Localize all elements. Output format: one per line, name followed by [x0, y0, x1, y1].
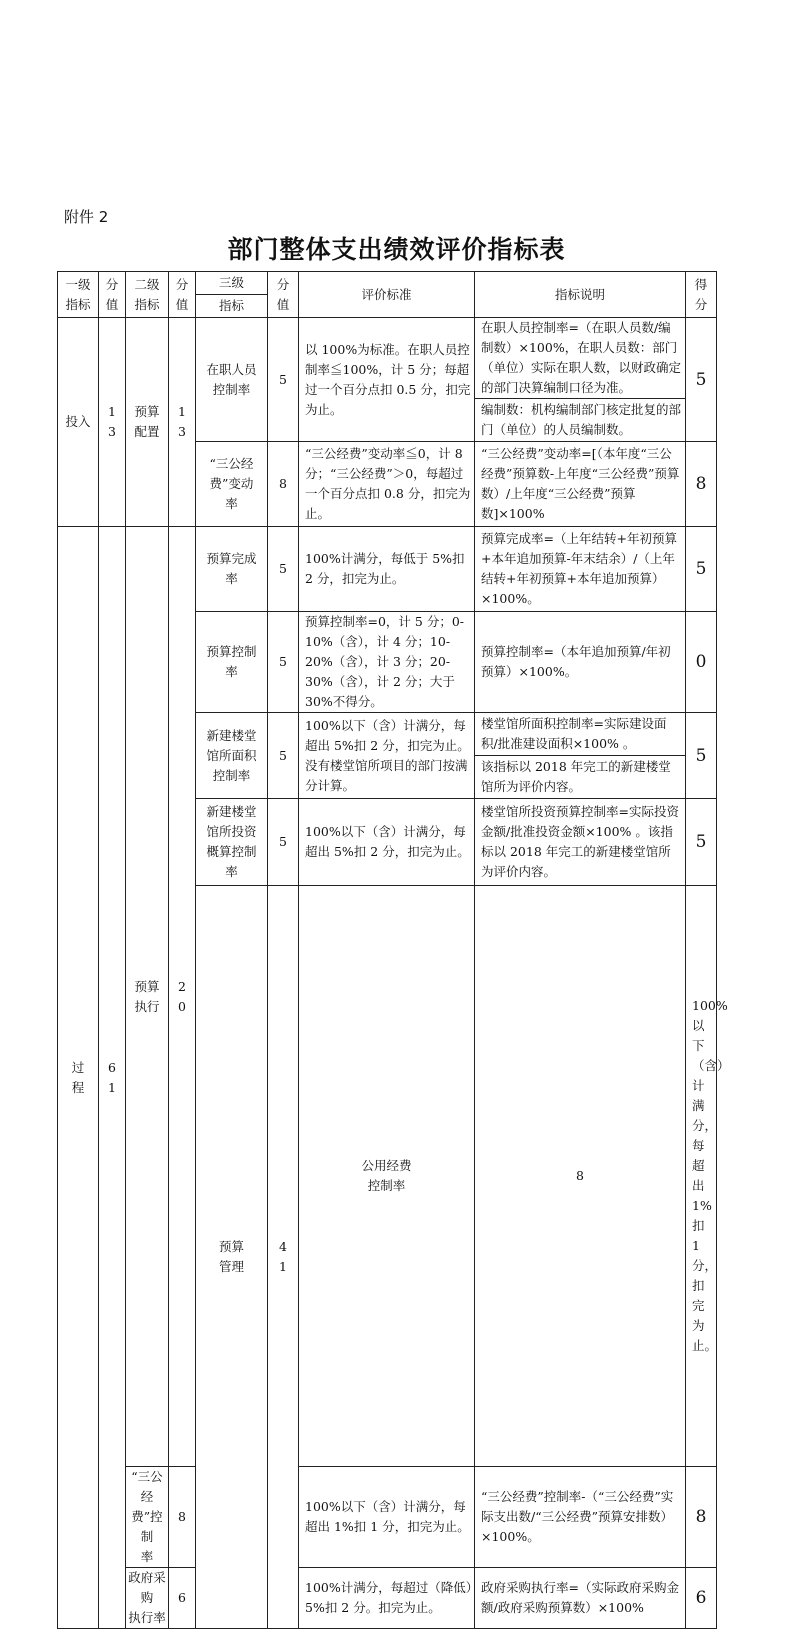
level2-budget-execution: 预算 执行 [126, 527, 169, 1467]
header-score2: 分 值 [169, 272, 196, 318]
header-level2: 二级 指标 [126, 272, 169, 318]
description-text: “三公经费”控制率-（“三公经费”实际支出数/“三公经费”预算安排数）×100%。 [475, 1467, 686, 1568]
indicator-table [57, 271, 730, 1629]
level3-score: 5 [268, 612, 299, 713]
description-text: “三公经费”变动率=[（本年度“三公经费”预算数-上年度“三公经费”预算数）/上年度“三公经费”预算数]×100% [475, 442, 686, 527]
criteria-text: 100%以下（含）计满分，每超出 1%扣 1 分，扣完为止。 [686, 886, 717, 1467]
header-level1: 一级 指标 [58, 272, 99, 318]
description-text: 政府采购执行率=（实际政府采购金额/政府采购预算数）×100% [475, 1568, 686, 1629]
attachment-label: 附件 2 [64, 208, 109, 226]
header-score3: 分 值 [268, 272, 299, 318]
description-text: 预算完成率=（上年结转+年初预算+本年追加预算-年末结余）/（上年结转+年初预算+本年追加预算）×100%。 [475, 527, 686, 612]
level3-score: 5 [268, 318, 299, 442]
description-text: 编制数：机构编制部门核定批复的部门（单位）的人员编制数。 [475, 399, 686, 442]
got-score: 0 [686, 612, 717, 713]
got-score: 6 [686, 1568, 717, 1629]
header-score1: 分 值 [99, 272, 126, 318]
description-text: 楼堂馆所面积控制率=实际建设面积/批准建设面积×100% 。 [475, 713, 686, 756]
criteria-text: 预算控制率=0，计 5 分；0-10%（含），计 4 分；10-20%（含），计 3 分；20-30%（含），计 2 分；大于 30%不得分。 [299, 612, 475, 713]
header-level3: 三级 [196, 272, 268, 295]
level3-score: 8 [475, 886, 686, 1467]
got-score: 5 [686, 318, 717, 442]
header-level3-sub: 指标 [196, 295, 268, 318]
level2-budget-config: 预算 配置 [126, 318, 169, 527]
level3-name: 在职人员 控制率 [196, 318, 268, 442]
criteria-text: 100%以下（含）计满分，每超出 5%扣 2 分，扣完为止。没有楼堂馆所项目的部门按满分计算。 [299, 713, 475, 799]
level2-budget-config-score: 1 3 [169, 318, 196, 527]
level1-input-score: 1 3 [99, 318, 126, 527]
criteria-text: 100%以下（含）计满分，每超出 1%扣 1 分，扣完为止。 [299, 1467, 475, 1568]
level3-name: 政府采购 执行率 [126, 1568, 169, 1629]
description-text: 楼堂馆所投资预算控制率=实际投资金额/批准投资金额×100% 。该指标以 2018 年完工的新建楼堂馆所为评价内容。 [475, 799, 686, 886]
got-score: 5 [686, 713, 717, 799]
criteria-text: 100%以下（含）计满分，每超出 5%扣 2 分，扣完为止。 [299, 799, 475, 886]
level1-input: 投入 [58, 318, 99, 527]
level3-name: 预算控制 率 [196, 612, 268, 713]
level3-score: 5 [268, 799, 299, 886]
table-row [58, 527, 717, 612]
level3-name: 公用经费 控制率 [299, 886, 475, 1467]
criteria-text: 以 100%为标准。在职人员控制率≦100%，计 5 分；每超过一个百分点扣 0.5 分，扣完为止。 [299, 318, 475, 442]
level3-score: 5 [268, 713, 299, 799]
description-text: 在职人员控制率=（在职人员数/编制数）×100%，在职人员数：部门（单位）实际在职人数，以财政确定的部门决算编制口径为准。 [475, 318, 686, 399]
level2-budget-execution-score: 2 0 [169, 527, 196, 1467]
level3-score: 8 [169, 1467, 196, 1568]
level3-name: 新建楼堂 馆所投资 概算控制 率 [196, 799, 268, 886]
header-row [58, 272, 717, 295]
level3-score: 6 [169, 1568, 196, 1629]
header-criteria: 评价标准 [299, 272, 475, 318]
criteria-text: 100%计满分，每低于 5%扣 2 分，扣完为止。 [299, 527, 475, 612]
level3-name: “三公经 费”控制 率 [126, 1467, 169, 1568]
table-row [58, 318, 717, 399]
level1-process-score: 6 1 [99, 527, 126, 1629]
level3-score: 5 [268, 527, 299, 612]
got-score: 8 [686, 442, 717, 527]
got-score: 8 [686, 1467, 717, 1568]
level2-budget-management: 预算 管理 [196, 886, 268, 1629]
level3-score: 8 [268, 442, 299, 527]
criteria-text: 100%计满分，每超过（降低）5%扣 2 分。扣完为止。 [299, 1568, 475, 1629]
page-title: 部门整体支出绩效评价指标表 [227, 235, 566, 264]
table-row [58, 1467, 717, 1568]
level3-name: 预算完成 率 [196, 527, 268, 612]
got-score: 5 [686, 527, 717, 612]
description-text: 该指标以 2018 年完工的新建楼堂馆所为评价内容。 [475, 756, 686, 799]
level3-name: 新建楼堂 馆所面积 控制率 [196, 713, 268, 799]
description-text: 预算控制率=（本年追加预算/年初预算）×100%。 [475, 612, 686, 713]
level2-budget-management-score: 4 1 [268, 886, 299, 1629]
header-got-score: 得 分 [686, 272, 717, 318]
header-description: 指标说明 [475, 272, 686, 318]
got-score: 5 [686, 799, 717, 886]
criteria-text: “三公经费”变动率≦0，计 8 分；“三公经费”＞0，每超过一个百分点扣 0.8 分，扣完为止。 [299, 442, 475, 527]
level3-name: “三公经 费”变动 率 [196, 442, 268, 527]
level1-process: 过 程 [58, 527, 99, 1629]
table-row [58, 1568, 717, 1629]
